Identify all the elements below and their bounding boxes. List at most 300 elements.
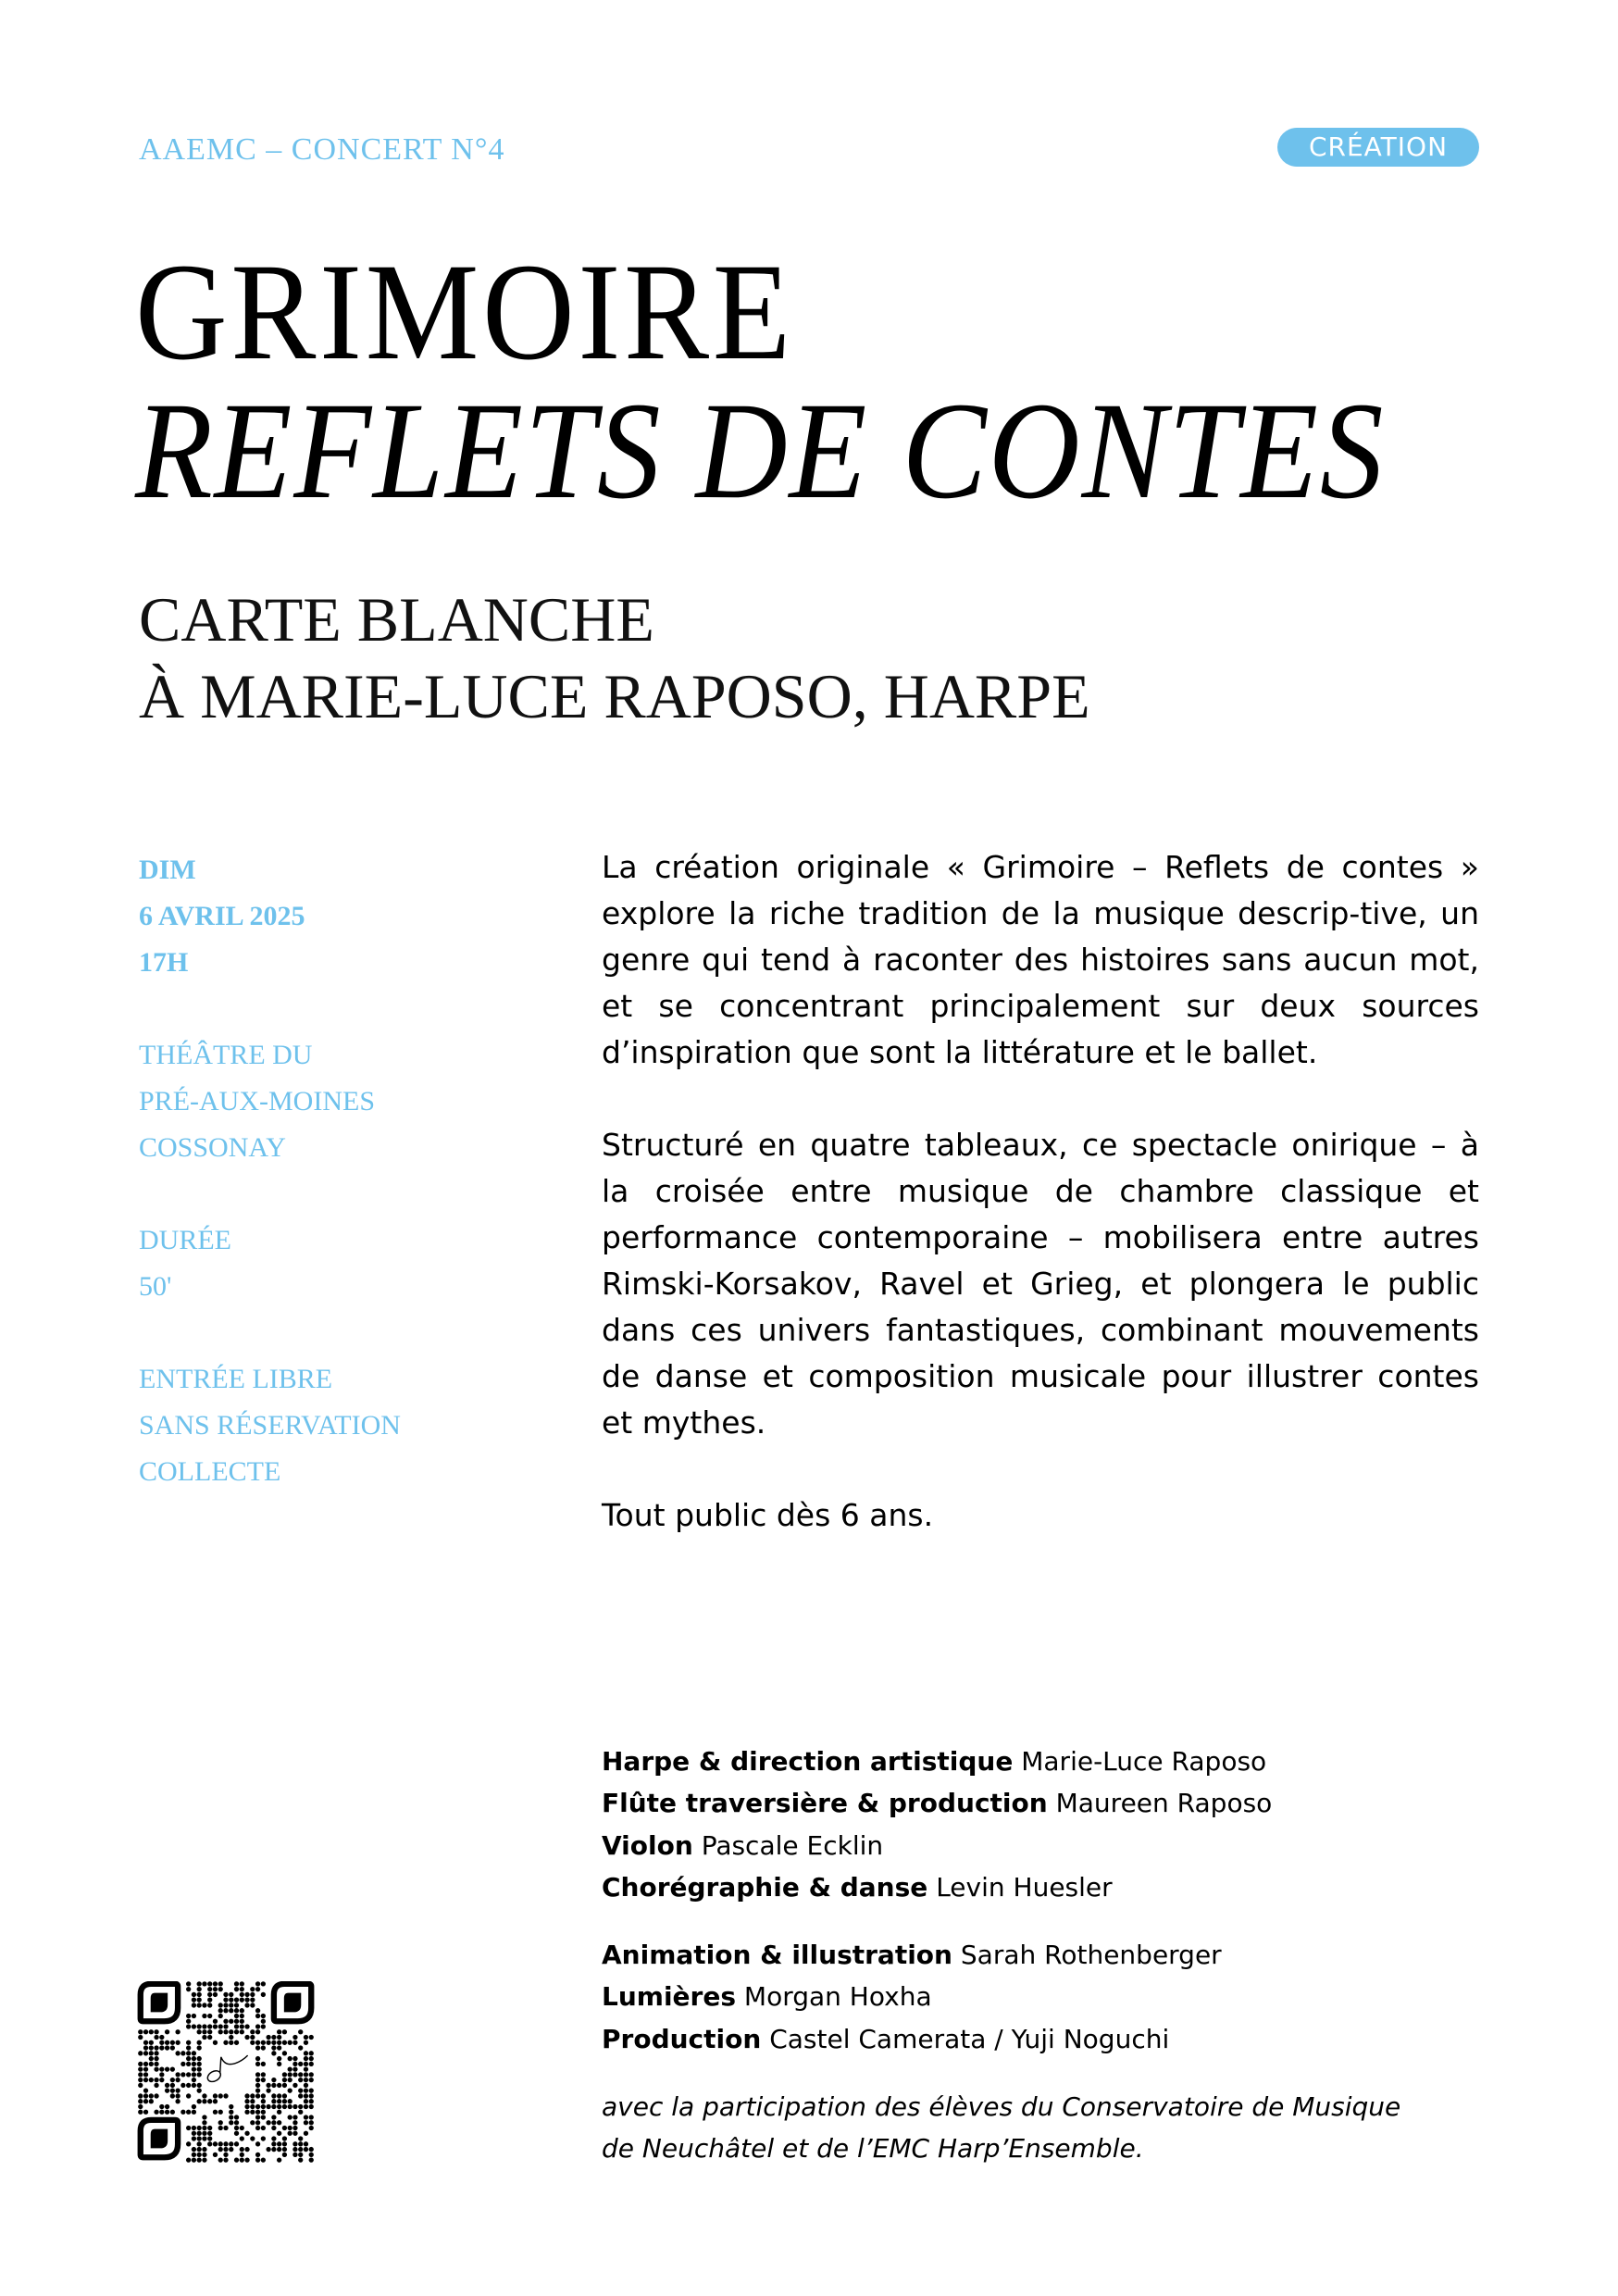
- qr-module: [282, 2083, 287, 2088]
- qr-module: [277, 2099, 281, 2103]
- credit-name: Castel Camerata / Yuji Noguchi: [769, 2023, 1170, 2054]
- qr-module: [197, 1998, 202, 2003]
- qr-module: [138, 2051, 143, 2055]
- qr-module: [244, 2093, 249, 2098]
- qr-module: [255, 2093, 260, 2098]
- qr-module: [298, 2152, 303, 2157]
- qr-module: [304, 2147, 308, 2152]
- qr-module: [288, 2099, 292, 2103]
- qr-module: [234, 2019, 239, 2024]
- qr-module: [292, 2062, 297, 2066]
- qr-module: [143, 2062, 148, 2066]
- qr-module: [261, 2019, 266, 2024]
- qr-module: [244, 2147, 249, 2152]
- qr-module: [165, 2089, 169, 2093]
- qr-module: [213, 1981, 218, 1986]
- page-title: GRIMOIRE: [135, 235, 794, 389]
- qr-module: [186, 2072, 191, 2077]
- event-time: 17H: [139, 947, 189, 978]
- qr-module: [223, 2126, 228, 2130]
- qr-module: [180, 2083, 185, 2088]
- qr-module: [170, 2045, 175, 2050]
- qr-module: [261, 2136, 266, 2140]
- credit-role: Animation & illustration: [602, 1940, 952, 1971]
- qr-module: [250, 2035, 255, 2040]
- qr-module: [192, 2136, 196, 2140]
- qr-module: [250, 1987, 255, 1991]
- page-title-italic: REFLETS DE CONTES: [135, 374, 1386, 528]
- qr-module: [192, 2147, 196, 2152]
- qr-module: [271, 2147, 276, 2152]
- qr-module: [170, 2083, 175, 2088]
- qr-module: [255, 2157, 260, 2162]
- qr-module: [271, 2035, 276, 2040]
- qr-module: [143, 2029, 148, 2034]
- qr-module: [186, 2040, 191, 2045]
- qr-module: [218, 2029, 223, 2034]
- header-kicker: AAEMC – CONCERT N°4: [139, 132, 505, 167]
- event-duration-group: [139, 1217, 528, 1310]
- qr-module: [197, 2003, 202, 2007]
- qr-module: [213, 1987, 218, 1991]
- qr-module: [298, 2157, 303, 2162]
- qr-module: [229, 1992, 233, 1997]
- qr-module: [180, 2051, 185, 2055]
- qr-module: [170, 2110, 175, 2115]
- event-date-group: [139, 847, 528, 986]
- qr-module: [244, 1992, 249, 1997]
- qr-module: [234, 2115, 239, 2119]
- qr-module: [266, 2035, 270, 2040]
- qr-module: [234, 2141, 239, 2146]
- qr-module: [192, 2066, 196, 2071]
- qr-module: [240, 1992, 244, 1997]
- qr-module: [202, 2126, 206, 2130]
- participation-note-line: avec la participation des élèves du Conservatoire de Musique: [602, 2091, 1401, 2123]
- qr-module: [282, 2152, 287, 2157]
- qr-module: [197, 2056, 202, 2061]
- qr-module: [192, 2024, 196, 2028]
- qr-module: [218, 1981, 223, 1986]
- qr-module: [154, 2093, 158, 2098]
- qr-module: [218, 2126, 223, 2130]
- qr-module: [309, 2062, 314, 2066]
- qr-module: [282, 2040, 287, 2045]
- qr-module: [261, 2040, 266, 2045]
- qr-module: [138, 2110, 143, 2115]
- admission-line: COLLECTE: [139, 1456, 281, 1487]
- qr-module: [309, 2078, 314, 2082]
- qr-module: [240, 2136, 244, 2140]
- qr-module: [192, 1992, 196, 1997]
- qr-module: [149, 2045, 154, 2050]
- qr-module: [250, 1992, 255, 1997]
- qr-module: [197, 1981, 202, 1986]
- qr-module: [207, 2131, 212, 2136]
- qr-module: [304, 2035, 308, 2040]
- qr-module: [165, 2104, 169, 2109]
- qr-module: [277, 2045, 281, 2050]
- qr-module: [197, 2040, 202, 2045]
- participation-note: [602, 2086, 1509, 2170]
- qr-module: [250, 2040, 255, 2045]
- event-admission-group: [139, 1356, 528, 1495]
- qr-module: [197, 2152, 202, 2157]
- qr-module: [213, 2099, 218, 2103]
- qr-module: [298, 2093, 303, 2098]
- qr-module: [207, 1981, 212, 1986]
- qr-module: [165, 2029, 169, 2034]
- qr-module: [197, 2072, 202, 2077]
- qr-module: [175, 2051, 180, 2055]
- qr-module: [138, 2078, 143, 2082]
- qr-module: [261, 2157, 266, 2162]
- qr-module: [218, 2120, 223, 2125]
- qr-module: [180, 2072, 185, 2077]
- qr-module: [282, 2099, 287, 2103]
- qr-module: [197, 2089, 202, 2093]
- qr-module: [175, 2029, 180, 2034]
- qr-module: [304, 2120, 308, 2125]
- venue-line: THÉÂTRE DU: [139, 1040, 313, 1070]
- qr-module: [197, 2062, 202, 2066]
- qr-module: [271, 2045, 276, 2050]
- qr-module: [213, 2152, 218, 2157]
- qr-module: [234, 2126, 239, 2130]
- qr-module: [186, 1987, 191, 1991]
- qr-module: [271, 2078, 276, 2082]
- qr-module: [255, 2014, 260, 2018]
- qr-module: [277, 2131, 281, 2136]
- music-note-icon: [205, 2055, 247, 2084]
- qr-module: [234, 2029, 239, 2034]
- qr-module: [202, 2131, 206, 2136]
- qr-module: [138, 2083, 143, 2088]
- qr-module: [154, 2056, 158, 2061]
- creation-badge: CRÉATION: [1277, 128, 1479, 167]
- qr-module: [175, 2040, 180, 2045]
- qr-module: [244, 2099, 249, 2103]
- qr-module: [218, 2014, 223, 2018]
- qr-module: [304, 2104, 308, 2109]
- qr-module: [175, 2099, 180, 2103]
- qr-finder-bottom-left-eye: [151, 2129, 168, 2149]
- qr-module: [192, 2056, 196, 2061]
- qr-module: [229, 2120, 233, 2125]
- qr-module: [250, 2120, 255, 2125]
- qr-finder-top-left-eye: [151, 1993, 168, 2013]
- qr-module: [309, 2104, 314, 2109]
- credit-row: [602, 1782, 1509, 1824]
- qr-module: [266, 2104, 270, 2109]
- qr-module: [255, 2120, 260, 2125]
- qr-module: [207, 1987, 212, 1991]
- qr-module: [266, 2120, 270, 2125]
- qr-module: [180, 2110, 185, 2115]
- qr-module: [202, 2029, 206, 2034]
- qr-module: [288, 2089, 292, 2093]
- qr-module: [234, 1981, 239, 1986]
- qr-module: [271, 2083, 276, 2088]
- qr-module: [234, 2014, 239, 2018]
- qr-module: [292, 2120, 297, 2125]
- qr-module: [244, 2110, 249, 2115]
- qr-module: [175, 2072, 180, 2077]
- qr-module: [298, 2078, 303, 2082]
- qr-module: [304, 2051, 308, 2055]
- qr-module: [298, 2136, 303, 2140]
- admission-line: SANS RÉSERVATION: [139, 1410, 401, 1441]
- qr-module: [149, 2029, 154, 2034]
- qr-module: [218, 2093, 223, 2098]
- qr-module: [213, 2019, 218, 2024]
- qr-module: [197, 2131, 202, 2136]
- credit-row: [602, 1741, 1509, 1782]
- qr-module: [192, 2152, 196, 2157]
- qr-module: [298, 2072, 303, 2077]
- qr-module: [255, 2029, 260, 2034]
- qr-module: [143, 2078, 148, 2082]
- qr-module: [207, 2141, 212, 2146]
- credit-name: Marie-Luce Raposo: [1021, 1746, 1267, 1777]
- qr-module: [165, 2066, 169, 2071]
- qr-module: [207, 1992, 212, 1997]
- qr-module: [240, 2152, 244, 2157]
- qr-module: [149, 2056, 154, 2061]
- qr-module: [271, 2120, 276, 2125]
- qr-module: [261, 2115, 266, 2119]
- qr-module: [292, 2147, 297, 2152]
- credits-group: [602, 1934, 1509, 2060]
- qr-module: [186, 2045, 191, 2050]
- credits-group: [602, 1741, 1509, 1908]
- qr-module: [240, 2157, 244, 2162]
- qr-module: [309, 2115, 314, 2119]
- qr-module: [277, 2157, 281, 2162]
- event-info: [139, 847, 528, 1541]
- qr-module: [244, 1998, 249, 2003]
- qr-module: [250, 2093, 255, 2098]
- qr-module: [277, 2040, 281, 2045]
- qr-module: [309, 2051, 314, 2055]
- qr-module: [159, 2066, 164, 2071]
- description-paragraph: Structuré en quatre tableaux, ce spectacle onirique – à la croisée entre musique de chambre classique et performance contemporaine – mobilisera entre autres Rimski-Korsakov, Ravel et Grieg, et plongera le public dans ces univers fantastiques, combinant mouvements de danse et composition musicale pour illustrer contes et mythes.: [602, 1127, 1479, 1441]
- qr-module: [154, 2083, 158, 2088]
- qr-module: [154, 2045, 158, 2050]
- qr-module: [298, 2062, 303, 2066]
- qr-module: [213, 2093, 218, 2098]
- qr-module: [143, 2051, 148, 2055]
- qr-module: [298, 2029, 303, 2034]
- qr-module: [186, 2024, 191, 2028]
- qr-module: [159, 2110, 164, 2115]
- qr-module: [197, 2083, 202, 2088]
- qr-module: [207, 2003, 212, 2007]
- credit-name: Pascale Ecklin: [701, 1829, 884, 1861]
- credit-role: Lumières: [602, 1981, 737, 2013]
- qr-module: [255, 2152, 260, 2157]
- qr-module: [234, 2024, 239, 2028]
- qr-module: [292, 2056, 297, 2061]
- qr-module: [277, 2035, 281, 2040]
- qr-module: [138, 2099, 143, 2103]
- qr-module: [138, 2035, 143, 2040]
- qr-module: [186, 2051, 191, 2055]
- qr-module: [277, 2104, 281, 2109]
- qr-module: [309, 2035, 314, 2040]
- qr-module: [207, 2014, 212, 2018]
- qr-module: [192, 2014, 196, 2018]
- qr-module: [154, 2051, 158, 2055]
- qr-module: [240, 2029, 244, 2034]
- qr-module: [223, 2157, 228, 2162]
- qr-module: [277, 2141, 281, 2146]
- qr-module: [143, 2099, 148, 2103]
- credit-row: [602, 1825, 1509, 1866]
- qr-finder-top-right-eye: [284, 1993, 301, 2013]
- qr-module: [197, 1992, 202, 1997]
- qr-module: [223, 1992, 228, 1997]
- credit-role: Chorégraphie & danse: [602, 1871, 928, 1903]
- credit-name: Maureen Raposo: [1055, 1788, 1273, 1819]
- qr-module: [202, 2136, 206, 2140]
- credit-row: [602, 2018, 1509, 2060]
- qr-module: [218, 1987, 223, 1991]
- qr-module: [170, 2066, 175, 2071]
- qr-module: [175, 2093, 180, 2098]
- qr-module: [288, 2066, 292, 2071]
- qr-module: [292, 2126, 297, 2130]
- qr-module: [149, 2099, 154, 2103]
- qr-module: [186, 2014, 191, 2018]
- qr-module: [277, 2120, 281, 2125]
- qr-module: [277, 2110, 281, 2115]
- qr-module: [244, 2157, 249, 2162]
- qr-module: [304, 2072, 308, 2077]
- qr-module: [261, 2045, 266, 2050]
- event-date: 6 AVRIL 2025: [139, 901, 305, 931]
- qr-module: [277, 2147, 281, 2152]
- qr-module: [292, 2115, 297, 2119]
- qr-module: [309, 2099, 314, 2103]
- qr-module: [197, 1987, 202, 1991]
- qr-module: [154, 2110, 158, 2115]
- qr-module: [197, 2157, 202, 2162]
- qr-module: [292, 2040, 297, 2045]
- qr-module: [223, 2024, 228, 2028]
- qr-module: [197, 2141, 202, 2146]
- qr-module: [255, 2056, 260, 2061]
- qr-module: [223, 2141, 228, 2146]
- qr-module: [229, 2040, 233, 2045]
- qr-module: [240, 1998, 244, 2003]
- qr-module: [143, 2089, 148, 2093]
- qr-module: [138, 2093, 143, 2098]
- qr-module: [261, 2110, 266, 2115]
- qr-module: [261, 2078, 266, 2082]
- qr-module: [288, 2131, 292, 2136]
- qr-module: [197, 2147, 202, 2152]
- qr-module: [292, 2035, 297, 2040]
- description: [602, 844, 1479, 1539]
- qr-module: [218, 2110, 223, 2115]
- qr-module: [244, 2035, 249, 2040]
- qr-module: [197, 2029, 202, 2034]
- qr-module: [250, 2110, 255, 2115]
- qr-module: [165, 2040, 169, 2045]
- qr-module: [255, 2062, 260, 2066]
- qr-module: [202, 1981, 206, 1986]
- qr-module: [143, 2045, 148, 2050]
- qr-module: [261, 2093, 266, 2098]
- qr-module: [192, 2003, 196, 2007]
- qr-module: [223, 2003, 228, 2007]
- qr-module: [218, 2147, 223, 2152]
- qr-module: [159, 2072, 164, 2077]
- qr-module: [202, 2152, 206, 2157]
- qr-module: [186, 1981, 191, 1986]
- qr-module: [271, 2099, 276, 2103]
- description-paragraph: La création originale « Grimoire – Reflets de contes » explore la riche tradition de la musique descrip-tive, un genre qui tend à raconter des histoires sans aucun mot, et se concentrant principalement sur deux sources d’inspiration que sont la littérature et le ballet.: [602, 849, 1479, 1070]
- venue-line: COSSONAY: [139, 1132, 286, 1163]
- qr-module: [304, 2131, 308, 2136]
- qr-module: [138, 2029, 143, 2034]
- qr-module: [309, 2072, 314, 2077]
- qr-module: [202, 2014, 206, 2018]
- qr-module: [223, 2029, 228, 2034]
- qr-module: [154, 2029, 158, 2034]
- qr-module: [170, 2093, 175, 2098]
- qr-module: [261, 2099, 266, 2103]
- qr-module: [271, 2104, 276, 2109]
- qr-module: [240, 2024, 244, 2028]
- qr-module: [288, 2078, 292, 2082]
- qr-module: [207, 1998, 212, 2003]
- qr-module: [159, 2078, 164, 2082]
- qr-code-icon[interactable]: [137, 1981, 315, 2163]
- credit-row: [602, 1934, 1509, 1976]
- qr-module: [298, 2147, 303, 2152]
- qr-module: [240, 2147, 244, 2152]
- qr-module: [255, 2024, 260, 2028]
- qr-module: [229, 2003, 233, 2007]
- qr-module: [175, 2078, 180, 2082]
- qr-module: [202, 2003, 206, 2007]
- qr-module: [154, 2078, 158, 2082]
- qr-module: [288, 2115, 292, 2119]
- qr-module: [282, 2126, 287, 2130]
- qr-module: [292, 2083, 297, 2088]
- qr-module: [202, 2093, 206, 2098]
- qr-module: [175, 2089, 180, 2093]
- qr-module: [255, 2115, 260, 2119]
- qr-module: [192, 2157, 196, 2162]
- qr-module: [304, 2062, 308, 2066]
- qr-module: [143, 2066, 148, 2071]
- qr-module: [298, 2110, 303, 2115]
- qr-module: [234, 2040, 239, 2045]
- qr-module: [292, 2104, 297, 2109]
- qr-module: [223, 1998, 228, 2003]
- qr-module: [282, 2104, 287, 2109]
- event-day: DIM: [139, 855, 196, 885]
- qr-module: [234, 2157, 239, 2162]
- qr-module: [165, 2083, 169, 2088]
- qr-module: [186, 2019, 191, 2024]
- qr-module: [159, 2035, 164, 2040]
- subtitle: [139, 581, 1090, 735]
- qr-module: [309, 2093, 314, 2098]
